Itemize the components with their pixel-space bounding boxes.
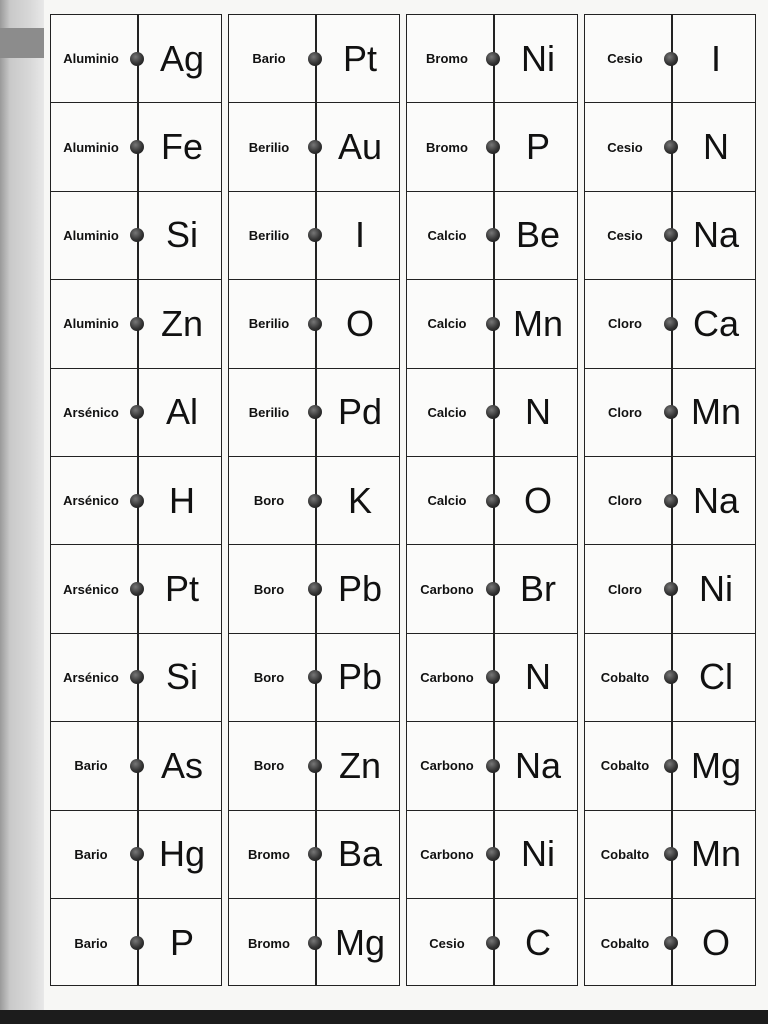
element-card — [51, 899, 221, 987]
element-symbol: Br — [520, 568, 556, 610]
element-symbol: K — [347, 479, 372, 521]
element-symbol: Pb — [337, 568, 383, 610]
element-name-label: Arsénico — [63, 581, 119, 597]
element-symbol: P — [525, 126, 550, 168]
element-name-label: Calcio — [427, 404, 467, 420]
element-symbol: O — [701, 922, 730, 964]
element-name-label: Calcio — [427, 227, 467, 243]
element-symbol: Zn — [338, 744, 381, 786]
element-name-label: Cloro — [608, 316, 642, 332]
connector-dot-icon — [130, 140, 144, 154]
element-card — [407, 369, 577, 457]
element-symbol: I — [710, 37, 721, 79]
card-column-1 — [50, 14, 222, 986]
connector-dot-icon — [664, 582, 678, 596]
connector-dot-icon — [308, 140, 322, 154]
element-name-label: Berilio — [248, 227, 290, 243]
element-name-label: Calcio — [427, 493, 467, 509]
element-card — [51, 722, 221, 810]
element-symbol: Si — [165, 656, 198, 698]
element-name-label: Boro — [253, 669, 285, 685]
element-name-label: Bario — [74, 846, 108, 862]
spine-band — [0, 28, 44, 58]
element-symbol: As — [160, 744, 203, 786]
element-card — [585, 15, 755, 103]
element-card — [407, 192, 577, 280]
element-symbol: Mn — [690, 833, 741, 875]
element-name-label: Cobalto — [600, 846, 650, 862]
element-symbol: Mg — [690, 744, 741, 786]
connector-dot-icon — [486, 847, 500, 861]
element-symbol: Pt — [342, 37, 377, 79]
element-symbol: Ba — [337, 833, 383, 875]
element-symbol: Mg — [334, 922, 385, 964]
element-symbol: Ca — [692, 302, 740, 344]
element-name-label: Bromo — [248, 846, 290, 862]
element-symbol: Na — [514, 744, 562, 786]
connector-dot-icon — [486, 494, 500, 508]
element-name-label: Bromo — [248, 935, 290, 951]
connector-dot-icon — [486, 582, 500, 596]
element-symbol: O — [345, 302, 374, 344]
connector-dot-icon — [664, 670, 678, 684]
element-name-label: Boro — [253, 581, 285, 597]
element-symbol: Au — [337, 126, 383, 168]
connector-dot-icon — [130, 317, 144, 331]
connector-dot-icon — [664, 494, 678, 508]
connector-dot-icon — [664, 317, 678, 331]
connector-dot-icon — [130, 847, 144, 861]
connector-dot-icon — [130, 228, 144, 242]
element-card — [51, 634, 221, 722]
connector-dot-icon — [308, 582, 322, 596]
connector-dot-icon — [308, 670, 322, 684]
element-symbol: Ni — [521, 37, 555, 79]
element-name-label: Arsénico — [63, 404, 119, 420]
element-name-label: Aluminio — [63, 51, 119, 67]
element-card — [585, 192, 755, 280]
element-card — [51, 457, 221, 545]
element-symbol: Si — [165, 214, 198, 256]
connector-dot-icon — [130, 582, 144, 596]
element-name-label: Berilio — [248, 404, 290, 420]
element-symbol: Ni — [521, 833, 555, 875]
element-symbol: H — [169, 479, 195, 521]
element-symbol: P — [169, 922, 194, 964]
element-symbol: N — [525, 656, 551, 698]
connector-dot-icon — [664, 847, 678, 861]
book-spine-edge — [0, 0, 44, 1024]
connector-dot-icon — [308, 228, 322, 242]
connector-dot-icon — [664, 405, 678, 419]
connector-dot-icon — [664, 936, 678, 950]
connector-dot-icon — [130, 670, 144, 684]
element-symbol: C — [525, 922, 551, 964]
element-name-label: Arsénico — [63, 493, 119, 509]
element-name-label: Bromo — [426, 51, 468, 67]
element-card — [229, 722, 399, 810]
element-card — [585, 722, 755, 810]
element-symbol: N — [703, 126, 729, 168]
element-card — [51, 15, 221, 103]
element-name-label: Berilio — [248, 316, 290, 332]
element-card — [229, 192, 399, 280]
element-card — [51, 192, 221, 280]
element-card — [51, 545, 221, 633]
connector-dot-icon — [664, 52, 678, 66]
element-card — [407, 15, 577, 103]
connector-dot-icon — [308, 936, 322, 950]
element-name-label: Cloro — [608, 404, 642, 420]
element-symbol: Pd — [337, 391, 383, 433]
element-name-label: Bromo — [426, 139, 468, 155]
element-name-label: Boro — [253, 493, 285, 509]
connector-dot-icon — [130, 759, 144, 773]
element-symbol: N — [525, 391, 551, 433]
element-symbol: Mn — [690, 391, 741, 433]
connector-dot-icon — [130, 494, 144, 508]
element-symbol: Na — [692, 479, 740, 521]
element-card — [51, 280, 221, 368]
connector-dot-icon — [308, 494, 322, 508]
element-symbol: Ni — [699, 568, 733, 610]
element-symbol: Pb — [337, 656, 383, 698]
element-card — [407, 811, 577, 899]
connector-dot-icon — [486, 405, 500, 419]
element-name-label: Berilio — [248, 139, 290, 155]
element-name-label: Cesio — [607, 139, 643, 155]
element-card — [585, 545, 755, 633]
element-symbol: Na — [692, 214, 740, 256]
element-symbol: Zn — [160, 302, 203, 344]
element-card — [585, 103, 755, 191]
element-card — [229, 280, 399, 368]
element-name-label: Cesio — [607, 227, 643, 243]
element-card — [585, 369, 755, 457]
element-name-label: Cobalto — [600, 758, 650, 774]
connector-dot-icon — [664, 140, 678, 154]
card-column-4 — [584, 14, 756, 986]
element-name-label: Arsénico — [63, 669, 119, 685]
connector-dot-icon — [486, 317, 500, 331]
element-card — [407, 722, 577, 810]
element-card — [585, 457, 755, 545]
element-name-label: Cobalto — [600, 935, 650, 951]
connector-dot-icon — [486, 52, 500, 66]
card-column-3 — [406, 14, 578, 986]
element-card — [51, 103, 221, 191]
element-card — [585, 899, 755, 987]
element-card — [51, 369, 221, 457]
element-card — [229, 545, 399, 633]
element-card — [229, 811, 399, 899]
element-name-label: Cloro — [608, 581, 642, 597]
element-symbol: O — [523, 479, 552, 521]
element-name-label: Aluminio — [63, 139, 119, 155]
element-name-label: Carbono — [420, 846, 474, 862]
connector-dot-icon — [308, 405, 322, 419]
element-card — [407, 634, 577, 722]
connector-dot-icon — [486, 670, 500, 684]
connector-dot-icon — [664, 759, 678, 773]
element-card — [407, 899, 577, 987]
element-card — [407, 280, 577, 368]
connector-dot-icon — [308, 759, 322, 773]
element-card — [229, 634, 399, 722]
element-name-label: Bario — [74, 758, 108, 774]
element-symbol: Al — [165, 391, 198, 433]
element-name-label: Aluminio — [63, 227, 119, 243]
element-card — [585, 280, 755, 368]
connector-dot-icon — [130, 405, 144, 419]
connector-dot-icon — [486, 228, 500, 242]
connector-dot-icon — [486, 140, 500, 154]
element-card — [407, 103, 577, 191]
domino-card-grid — [50, 14, 760, 986]
element-symbol: I — [354, 214, 365, 256]
element-card — [229, 103, 399, 191]
element-symbol: Cl — [699, 656, 733, 698]
element-card — [407, 457, 577, 545]
element-name-label: Bario — [252, 51, 286, 67]
element-symbol: Be — [515, 214, 561, 256]
connector-dot-icon — [664, 228, 678, 242]
page-bottom-shadow — [0, 1010, 768, 1024]
element-card — [229, 15, 399, 103]
connector-dot-icon — [130, 936, 144, 950]
element-card — [585, 634, 755, 722]
element-card — [585, 811, 755, 899]
connector-dot-icon — [130, 52, 144, 66]
connector-dot-icon — [486, 759, 500, 773]
element-name-label: Boro — [253, 758, 285, 774]
element-card — [229, 369, 399, 457]
element-symbol: Pt — [164, 568, 199, 610]
element-name-label: Cobalto — [600, 669, 650, 685]
element-name-label: Calcio — [427, 316, 467, 332]
element-symbol: Ag — [159, 37, 205, 79]
element-name-label: Bario — [74, 935, 108, 951]
connector-dot-icon — [308, 52, 322, 66]
element-name-label: Carbono — [420, 669, 474, 685]
connector-dot-icon — [308, 317, 322, 331]
element-symbol: Mn — [512, 302, 563, 344]
element-card — [51, 811, 221, 899]
element-name-label: Cloro — [608, 493, 642, 509]
element-name-label: Carbono — [420, 581, 474, 597]
connector-dot-icon — [486, 936, 500, 950]
element-name-label: Cesio — [607, 51, 643, 67]
element-symbol: Fe — [160, 126, 203, 168]
connector-dot-icon — [308, 847, 322, 861]
element-name-label: Carbono — [420, 758, 474, 774]
element-card — [229, 899, 399, 987]
element-card — [229, 457, 399, 545]
element-symbol: Hg — [158, 833, 206, 875]
element-card — [407, 545, 577, 633]
element-name-label: Aluminio — [63, 316, 119, 332]
element-name-label: Cesio — [429, 935, 465, 951]
card-column-2 — [228, 14, 400, 986]
